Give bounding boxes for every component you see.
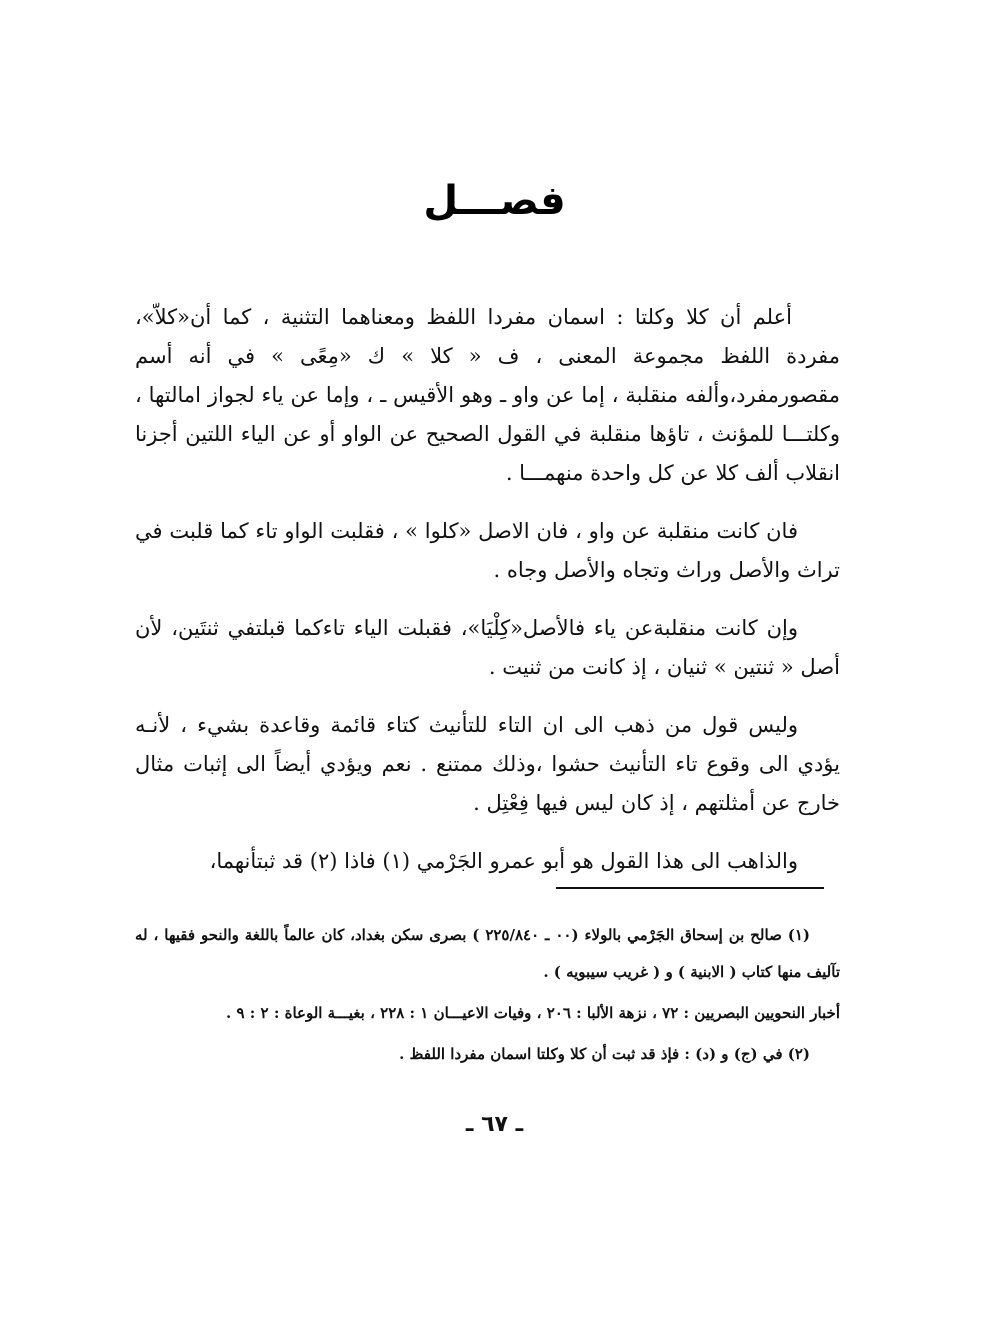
footnote-1-sources: أخبار النحويين البصريين : ٧٢ ، نزهة الألبا : ٢٠٦ ، وفيات الاعيـــان ١ : ٢٢٨ ، بغيـــة الوعاة : ٢ : ٩ .: [226, 1004, 840, 1022]
paragraph-4: وليس قول من ذهب الى ان التاء للتأنيث كتاء قائمة وقاعدة بشيء ، لأنـه يؤدي الى وقوع تاء التأنيث حشوا ،وذلك ممتنع . نعم ويؤدي أيضاً الى إثبات مثال خارج عن أمثلتهم ، إذ كان ليس فيها فِعْتِل .: [135, 713, 840, 815]
chapter-title: فصـــل: [423, 178, 566, 224]
paragraph-3: وإن كانت منقلبةعن ياء فالأصل«كِلْيَا»، فقبلت الياء تاءكما قبلتفي ثنتَين، لأن أصل « ثنتين » ثنيان ، إذ كانت من ثنيت .: [135, 616, 840, 679]
footnote-1: (١) صالح بن إسحاق الجَرْمي بالولاء (٠٠ ـ ٢٢٥/٨٤٠ ) بصرى سكن بغداد، كان عالماً باللغة والنحو فقيها ، له تآليف منها كتاب ( الابنية ) و ( غريب سيبويه ) .: [135, 926, 840, 981]
paragraph-2: فان كانت منقلبة عن واو ، فان الاصل «كلوا » ، فقلبت الواو تاء كما قلبت في تراث والأصل وراث وتجاه والأصل وجاه .: [135, 519, 840, 582]
footnote-2: (٢) في (ج) و (د) : فإذ قد ثبت أن كلا وكلتا اسمان مفردا اللفظ .: [399, 1045, 810, 1063]
paragraph-1: أعلم أن كلا وكلتا : اسمان مفردا اللفظ ومعناهما التثنية ، كما أن«كلاّ»، مفردة اللفظ مجموعة المعنى ، ف « كلا » ك «مِعًى » في أنه أسم مقصورمفرد،وألفه منقلبة ، إما عن واو ـ وهو الأقيس ـ ، وإما عن ياء لجواز امالتها ، وكلتـــا للمؤنث ، تاؤها منقلبة في القول الصحيح عن الواو أو عن الياء اللتين أجزنا انقلاب ألف كلا عن كل واحدة منهمـــا .: [135, 305, 840, 485]
footnote-separator: [556, 887, 824, 889]
paragraph-5: والذاهب الى هذا القول هو أبو عمرو الجَرْمي (١) فاذا (٢) قد ثبتأنهما،: [209, 849, 798, 873]
page-number: ـ ٦٧ ـ: [465, 1112, 524, 1137]
footnotes: [135, 917, 840, 1077]
body-text: [135, 298, 840, 900]
